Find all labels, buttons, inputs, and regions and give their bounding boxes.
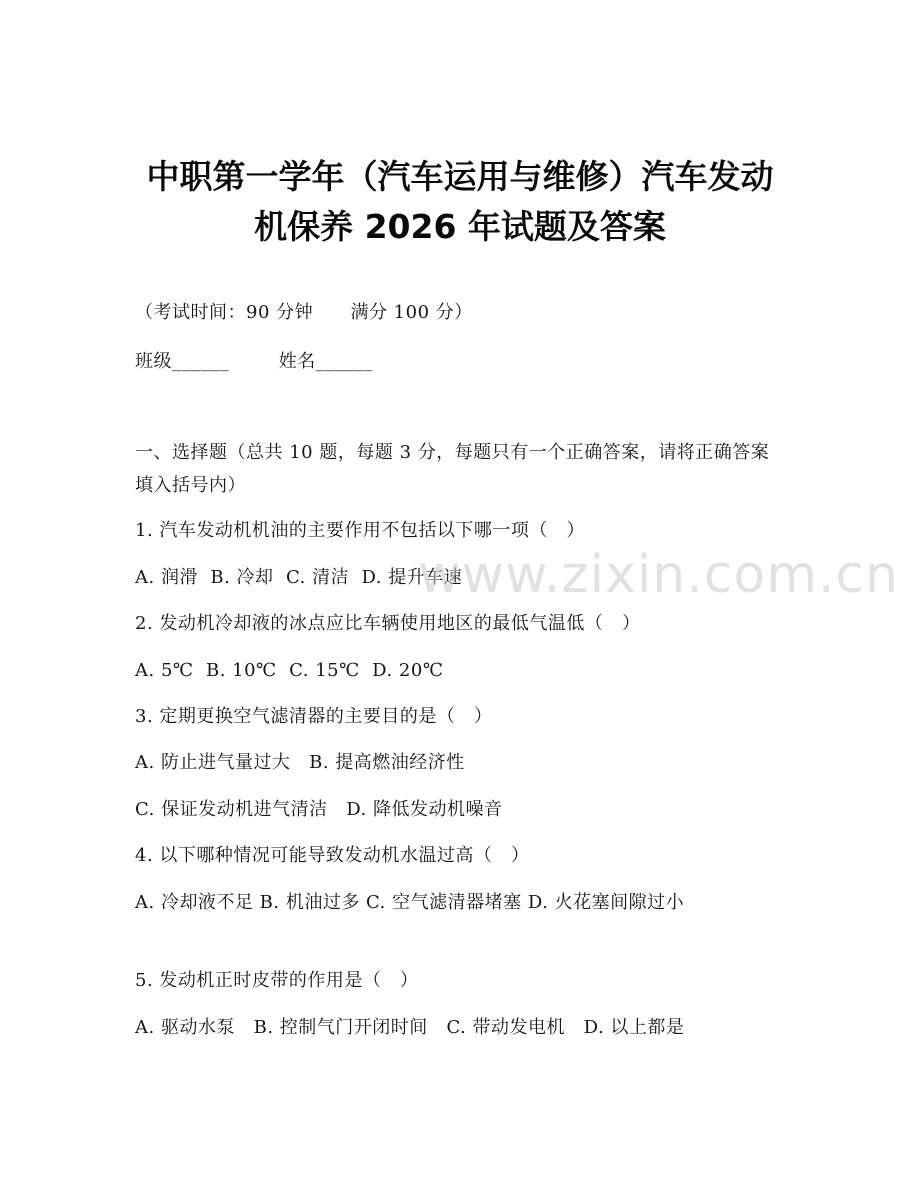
section-heading: 一、选择题（总共 10 题，每题 3 分，每题只有一个正确答案，请将正确答案填入括号内） xyxy=(135,442,770,496)
question-3-options-line-2: C. 保证发动机进气清洁 D. 降低发动机噪音 xyxy=(135,799,503,820)
question-5-options: A. 驱动水泵 B. 控制气门开闭时间 C. 带动发电机 D. 以上都是 xyxy=(135,1017,685,1038)
watermark: www.zixin.com.cn xyxy=(418,545,899,605)
class-name-fields: 班级______ 姓名______ xyxy=(135,351,373,372)
document-title-line-2: 机保养 2026 年试题及答案 xyxy=(254,207,666,246)
question-1-stem: 1. 汽车发动机机油的主要作用不包括以下哪一项（ ） xyxy=(135,520,586,541)
question-4-options: A. 冷却液不足 B. 机油过多 C. 空气滤清器堵塞 D. 火花塞间隙过小 xyxy=(135,892,685,913)
exam-meta: （考试时间：90 分钟 满分 100 分） xyxy=(135,302,473,323)
question-2-stem: 2. 发动机冷却液的冰点应比车辆使用地区的最低气温低（ ） xyxy=(135,613,641,634)
question-3-options-line-1: A. 防止进气量过大 B. 提高燃油经济性 xyxy=(135,752,465,773)
question-3-stem: 3. 定期更换空气滤清器的主要目的是（ ） xyxy=(135,706,493,727)
question-1-options: A. 润滑 B. 冷却 C. 清洁 D. 提升车速 xyxy=(135,567,463,588)
question-2-options: A. 5℃ B. 10℃ C. 15℃ D. 20℃ xyxy=(135,660,444,681)
question-4-stem: 4. 以下哪种情况可能导致发动机水温过高（ ） xyxy=(135,845,530,866)
question-5-stem: 5. 发动机正时皮带的作用是（ ） xyxy=(135,970,419,991)
document-title-line-1: 中职第一学年（汽车运用与维修）汽车发动 xyxy=(146,157,774,196)
